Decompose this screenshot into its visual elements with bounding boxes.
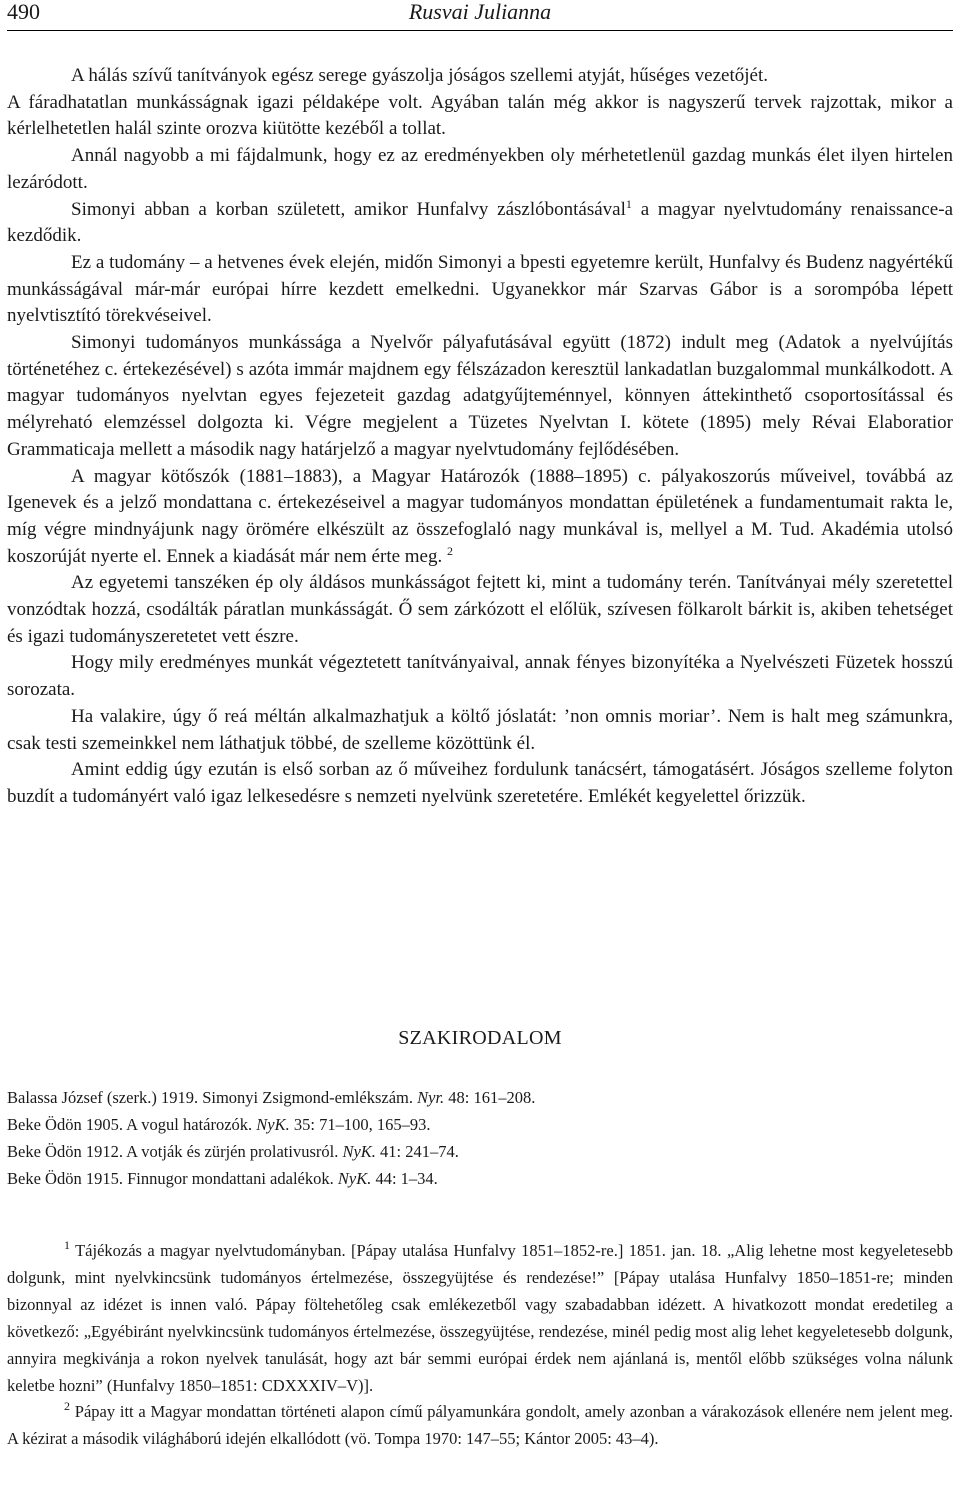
footnote-mark: 2 — [64, 1399, 70, 1414]
paragraph: Simonyi tudományos munkássága a Nyelvőr pályafutásával együtt (1872) indult meg (Adatok a nyelvújítás történetéhez c. értekezésével) s azóta immár majdnem egy félszázadon keresztül lankadatlan buzgalommal munkálkodott. A magyar tudományos nyelvtan egyes fejezeteit gazdag adatgyűjteménnyel, könnyen áttekinthető csoportosítással és mélyreható elemzéssel dolgozta ki. Végre megjelent a Tüzetes Nyelvtan I. kötete (1895) mely Révai Elaboratior Grammaticaja mellett a második nagy határjelző a magyar nyelvtudomány fejlődésében. — [7, 332, 953, 460]
body-text — [7, 63, 953, 811]
paragraph-text: Simonyi abban a korban született, amikor Hunfalvy zászlóbontásával — [71, 198, 626, 220]
paragraph: A fáradhatatlan munkásságnak igazi példaképe volt. Agyában talán még akkor is nagyszerű tervek rajzottak, mikor a kérlelhetetlen halál szinte orozva kiütötte kezéből a tollat. — [7, 91, 953, 140]
paragraph: Hogy mily eredményes munkát végeztetett tanítványaival, annak fényes bizonyítéka a Nyelvészeti Füzetek hosszú sorozata. — [7, 652, 953, 701]
bib-entry: Beke Ödön 1912. A votják és zürjén prolativusról. NyK. 41: 241–74. — [7, 1142, 459, 1161]
running-author: Rusvai Julianna — [408, 0, 552, 24]
paragraph: Annál nagyobb a mi fájdalmunk, hogy ez az eredményekben oly mérhetetlenül gazdag munkás élet ilyen hirtelen lezáródott. — [7, 145, 953, 193]
running-header — [7, 0, 953, 31]
footnotes — [7, 1238, 953, 1453]
footnote-mark: 1 — [64, 1238, 70, 1252]
paragraph-text: a magyar nyelvtudomány renaissance-a kezdődik. — [7, 198, 953, 247]
footnote-ref: 1 — [625, 196, 632, 211]
page-number: 490 — [7, 0, 40, 24]
bib-entry: Beke Ödön 1915. Finnugor mondattani adalékok. NyK. 44: 1–34. — [7, 1169, 438, 1188]
paragraph: Ez a tudomány – a hetvenes évek elején, midőn Simonyi a bpesti egyetemre került, Hunfalvy és Budenz nagyértékű munkásságával már-már európai hírre kezdett emelkedni. Ugyanekkor már Szarvas Gábor is a sorompóba lépett nyelvtisztító törekvéseivel. — [7, 251, 953, 327]
footnote — [7, 1399, 953, 1453]
bib-entry: Beke Ödön 1905. A vogul határozók. NyK. 35: 71–100, 165–93. — [7, 1115, 431, 1134]
footnote-text: Pápay itt a Magyar mondattan történeti alapon című pályamunkára gondolt, amely azonban a várakozások ellenére nem jelent meg. A kézirat a második világháború idején elkallódott (vö. Tompa 1970: 147–55; Kántor 2005: 43–4). — [7, 1402, 953, 1449]
paragraph — [7, 197, 953, 250]
paragraph: A hálás szívű tanítványok egész serege gyászolja jóságos szellemi atyját, hűséges vezetőjét. — [71, 65, 768, 86]
paragraph: Amint eddig úgy ezután is első sorban az ő műveihez fordulunk tanácsért, támogatásért. Jóságos szelleme folyton buzdít a tudományért való igaz lelkesedésre s nemzeti nyelvünk szeretetére. Emlékét kegyelettel őrizzük. — [7, 759, 953, 807]
paragraph — [7, 464, 953, 571]
paragraph-text: A magyar kötőszók (1881–1883), a Magyar Határozók (1888–1895) c. pályakoszorús műveivel, továbbá az Igenevek és a jelző mondattana c. értekezéseivel a magyar tudományos mondattan épületének a fundamentumait rakta le, míg végre mindnyájunk nagy örömére elkészült az összefoglaló nagy munkával is, mellyel a M. Tud. Akadémia utolsó koszorúját nyerte el. Ennek a kiadását már nem érte meg. — [7, 465, 953, 567]
paragraph: Az egyetemi tanszéken ép oly áldásos munkásságot fejtett ki, mint a tudomány terén. Tanítványai mély szeretettel vonzódtak hozzá, csodálták páratlan munkásságát. Ő sem zárkózott el előlük, szívesen fölkarolt bárkit is, akiben tehetséget és igazi tudományszeretetet vett észre. — [7, 572, 953, 647]
footnote-text: Tájékozás a magyar nyelvtudományban. [Pápay utalása Hunfalvy 1851–1852-re.] 1851. jan. 18. „Alig lehetne most kegyeletesebb dolgunk, mint nyelvkincsünk tudományos értelmezése, összegyüjtése és rendezése!” [Pápay utalása Hunfalvy 1850–1851-re; minden bizonnyal az idézet is innen való. Pápay föltehetőleg csak emlékezetből vagy szabadabban idézett. A hivatkozott mondat eredetileg a következő: „Egyébiránt nyelvkincsünk tudományos értelmezése, összegyüjtése, rendezése, minél pedig most alig lehet kegyeletesebb dolgunk, annyira megkivánja a rokon nyelvek tanulását, hogy azt bár semmi európai érdek nem ajánlaná is, mentől előbb szükséges volna nálunk keletbe hozni” (Hunfalvy 1850–1851: CDXXXIV–V)]. — [7, 1241, 953, 1395]
footnote — [7, 1238, 953, 1399]
bibliography — [7, 1084, 953, 1192]
paragraph: Ha valakire, úgy ő reá méltán alkalmazhatjuk a költő jóslatát: ’non omnis moriar’. Nem is halt meg számunkra, csak testi szemeinkkel nem láthatjuk többé, de szelleme közöttünk él. — [7, 705, 953, 754]
section-title: SZAKIRODALOM — [398, 1027, 562, 1049]
footnote-ref: 2 — [447, 543, 453, 558]
bib-entry: Balassa József (szerk.) 1919. Simonyi Zsigmond-emlékszám. Nyr. 48: 161–208. — [7, 1088, 536, 1107]
